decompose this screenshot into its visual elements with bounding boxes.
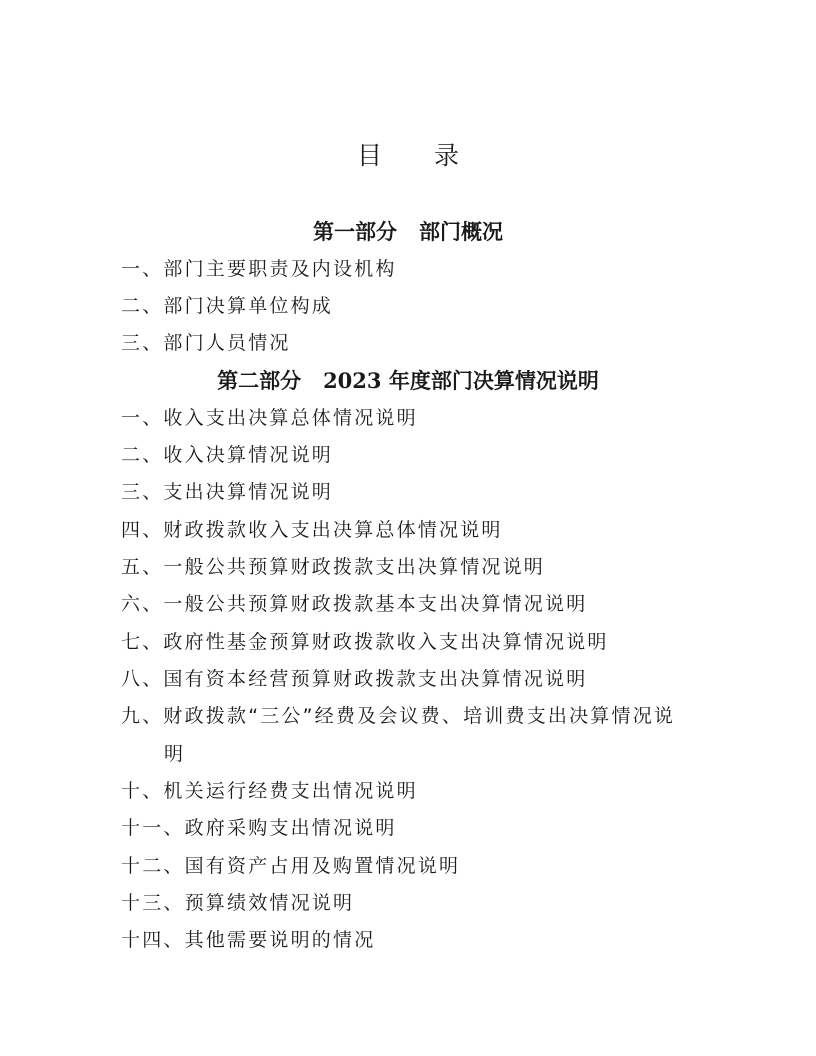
toc-item: 七、政府性基金预算财政拨款收入支出决算情况说明 (121, 631, 609, 653)
toc-item: 一、收入支出决算总体情况说明 (121, 407, 418, 429)
toc-item: 八、国有资本经营预算财政拨款支出决算情况说明 (121, 668, 588, 690)
toc-item: 一、部门主要职责及内设机构 (121, 258, 397, 280)
toc-item: 五、一般公共预算财政拨款支出决算情况说明 (121, 556, 546, 578)
toc-item: 二、部门决算单位构成 (121, 295, 334, 317)
part-two-heading: 第二部分 2023 年度部门决算情况说明 (217, 368, 599, 393)
toc-item: 六、一般公共预算财政拨款基本支出决算情况说明 (121, 593, 588, 615)
toc-item: 十二、国有资产占用及购置情况说明 (121, 855, 461, 877)
toc-title: 目 录 (357, 141, 481, 170)
toc-item-continuation: 明 (164, 743, 186, 765)
toc-item: 十、机关运行经费支出情况说明 (121, 780, 418, 802)
toc-item: 三、支出决算情况说明 (121, 481, 334, 503)
toc-item: 二、收入决算情况说明 (121, 444, 334, 466)
toc-item: 十三、预算绩效情况说明 (121, 892, 355, 914)
toc-item: 四、财政拨款收入支出决算总体情况说明 (121, 519, 503, 541)
toc-item: 三、部门人员情况 (121, 332, 291, 354)
part-one-heading: 第一部分 部门概况 (313, 219, 503, 244)
toc-item: 九、财政拨款“三公”经费及会议费、培训费支出决算情况说 (121, 705, 676, 727)
toc-item: 十四、其他需要说明的情况 (121, 929, 376, 951)
toc-item: 十一、政府采购支出情况说明 (121, 817, 397, 839)
